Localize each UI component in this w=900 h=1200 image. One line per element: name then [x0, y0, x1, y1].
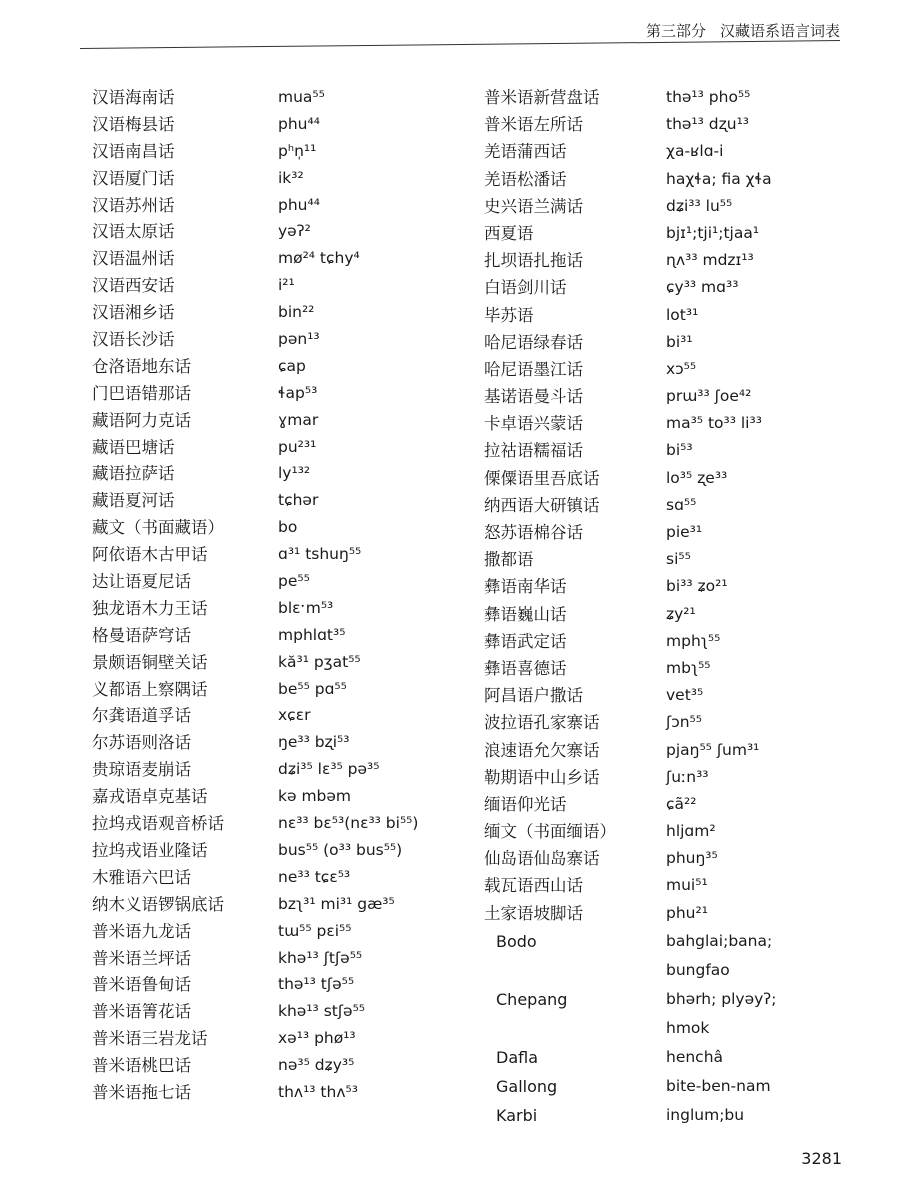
right-column-latin	[484, 927, 844, 1130]
language-name: 汉语海南话	[92, 88, 175, 107]
table-row	[92, 272, 462, 299]
language-name: 仓洛语地东话	[92, 356, 191, 376]
word-form: mui⁵¹	[666, 876, 708, 895]
language-name: 基诺语曼斗话	[484, 387, 583, 407]
language-name: Bodo	[496, 931, 537, 951]
table-row	[484, 220, 844, 247]
word-form: bi³¹	[666, 332, 693, 351]
word-form: dʑi³³ lu⁵⁵	[666, 196, 733, 215]
word-form: bus⁵⁵ (o³³ bus⁵⁵)	[278, 840, 403, 859]
table-row	[92, 407, 462, 434]
table-row	[92, 783, 462, 810]
word-form: thə¹³ tʃə⁵⁵	[278, 975, 355, 994]
table-row	[484, 845, 844, 872]
table-row	[484, 1043, 844, 1072]
word-form: ʃuːn³³	[666, 767, 709, 786]
word-form: i²¹	[278, 276, 295, 295]
word-form: bi³³ ʑo²¹	[666, 577, 728, 596]
language-name: 汉语湘乡话	[92, 303, 175, 323]
language-name: 藏语夏河话	[92, 491, 175, 511]
table-row	[92, 192, 462, 219]
language-name	[484, 956, 666, 985]
language-name: 汉语苏州话	[92, 195, 175, 215]
table-row	[484, 737, 844, 764]
language-name: Dafla	[496, 1047, 539, 1067]
language-name: 景颇语铜壁关话	[92, 652, 208, 672]
language-name: 撒都语	[484, 550, 534, 570]
left-column	[92, 84, 462, 1106]
language-name: 怒苏语棉谷话	[484, 523, 583, 542]
word-form: khə¹³ ʃtʃə⁵⁵	[278, 948, 363, 967]
table-row	[92, 971, 462, 998]
word-form: xə¹³ phø¹³	[278, 1029, 356, 1048]
word-form: pu²³¹	[278, 437, 317, 456]
table-row	[484, 709, 844, 736]
word-form: sɑ⁵⁵	[666, 495, 697, 514]
language-name: 拉坞戎语业隆话	[92, 840, 208, 860]
table-row	[484, 492, 844, 519]
word-form: bahglai;bana;	[666, 931, 773, 950]
word-form: bi⁵³	[666, 441, 693, 460]
table-row	[92, 891, 462, 918]
table-row	[484, 437, 844, 464]
language-name: 载瓦语西山话	[484, 876, 583, 896]
language-name: 仙岛语仙岛寨话	[484, 849, 600, 869]
language-name: 义都语上察隅话	[92, 679, 208, 699]
word-form: tɕhər	[278, 491, 319, 510]
word-form: kă³¹ pʒat⁵⁵	[278, 652, 361, 671]
language-name: Chepang	[496, 989, 568, 1009]
table-row	[92, 998, 462, 1025]
language-name: 汉语太原话	[92, 222, 175, 242]
word-form: ɕap	[278, 356, 306, 375]
word-form: tɯ⁵⁵ pɛi⁵⁵	[278, 921, 352, 940]
language-name: 史兴语兰满话	[484, 196, 583, 216]
table-row	[484, 1101, 844, 1130]
word-form: hljɑm²	[666, 822, 716, 841]
word-form: xɕɛr	[278, 706, 311, 725]
language-name: 纳木义语锣锅底话	[92, 894, 224, 914]
word-form: ŋe³³ bʐi⁵³	[278, 733, 350, 752]
table-row	[484, 573, 844, 600]
table-row	[484, 655, 844, 682]
language-name: 羌语松潘话	[484, 169, 567, 189]
language-name: 普米语三岩龙话	[92, 1029, 208, 1049]
word-form: prɯ³³ ʃoe⁴²	[666, 387, 752, 406]
table-row	[92, 837, 462, 864]
word-form: nə³⁵ dʑy³⁵	[278, 1056, 355, 1075]
word-form: pʰn̩¹¹	[278, 141, 317, 160]
language-name: 哈尼语墨江话	[484, 359, 583, 379]
table-row	[92, 111, 462, 138]
page-number: 3281	[801, 1149, 842, 1168]
page-header	[646, 20, 840, 41]
language-name: 普米语拖七话	[92, 1082, 191, 1102]
table-row	[484, 900, 844, 927]
table-row	[92, 676, 462, 703]
word-form: pən¹³	[278, 330, 320, 349]
word-form: nɛ³³ bɛ⁵³(nɛ³³ bi⁵⁵)	[278, 814, 419, 833]
word-form: bjɪ¹;tji¹;tjaa¹	[666, 223, 760, 242]
language-name: 拉祜语糯福话	[484, 441, 583, 461]
word-form: lo³⁵ ʐe³³	[666, 468, 728, 487]
language-name: 藏文（书面藏语）	[92, 518, 224, 538]
language-name: 彝语巍山话	[484, 604, 567, 624]
word-form: bite-ben-nam	[666, 1076, 771, 1095]
language-name: 拉坞戎语观音桥话	[92, 814, 224, 834]
header-title: 汉藏语系语言词表	[719, 22, 840, 40]
language-name	[484, 1014, 666, 1043]
language-name: 哈尼语绿春话	[484, 332, 583, 352]
language-name: 门巴语错那话	[92, 383, 191, 403]
word-form: bin²²	[278, 303, 315, 322]
word-form: thə¹³ pho⁵⁵	[666, 88, 751, 106]
word-form: dʑi³⁵ lɛ³⁵ pə³⁵	[278, 760, 380, 779]
table-row	[92, 568, 462, 595]
table-row	[92, 138, 462, 165]
table-row	[92, 1052, 462, 1079]
table-row	[484, 872, 844, 899]
word-form: phuŋ³⁵	[666, 849, 718, 868]
word-form: ɬap⁵³	[278, 383, 318, 402]
word-form: xɔ⁵⁵	[666, 359, 697, 378]
language-name: 普米语桃巴话	[92, 1056, 191, 1076]
language-name: 贵琼语麦崩话	[92, 760, 191, 780]
language-name: Karbi	[496, 1105, 538, 1125]
word-form: ne³³ tɕɛ⁵³	[278, 867, 351, 886]
table-row	[92, 299, 462, 326]
table-row	[484, 329, 844, 356]
table-row	[484, 546, 844, 573]
table-row	[92, 218, 462, 245]
table-row	[484, 383, 844, 410]
word-form: henchâ	[666, 1047, 724, 1066]
word-form: ɕy³³ mɑ³³	[666, 278, 739, 297]
right-column	[484, 84, 844, 1130]
table-row	[484, 302, 844, 329]
language-name: 尔龚语道孚话	[92, 706, 191, 726]
table-row	[92, 622, 462, 649]
language-name: 尔苏语则洛话	[92, 733, 191, 753]
table-row	[92, 649, 462, 676]
language-name: 汉语温州话	[92, 249, 175, 269]
table-row	[484, 84, 844, 111]
table-row	[484, 791, 844, 818]
language-name: 土家语坡脚话	[484, 903, 583, 923]
table-row	[92, 1079, 462, 1106]
table-row	[484, 519, 844, 546]
table-row	[92, 918, 462, 945]
table-row	[92, 1025, 462, 1052]
table-row	[484, 166, 844, 193]
table-row	[484, 138, 844, 165]
table-row	[484, 356, 844, 383]
word-form: mua⁵⁵	[278, 88, 325, 106]
word-form: inglum;bu	[666, 1105, 745, 1124]
word-form: pe⁵⁵	[278, 572, 310, 591]
word-form: thə¹³ dʐu¹³	[666, 115, 750, 134]
language-name: 普米语鲁甸话	[92, 975, 191, 995]
language-name: 普米语箐花话	[92, 1002, 191, 1022]
table-row	[92, 514, 462, 541]
language-name: 藏语阿力克话	[92, 410, 191, 430]
table-row	[92, 245, 462, 272]
word-form: pjaŋ⁵⁵ ʃum³¹	[666, 740, 760, 759]
table-row	[92, 460, 462, 487]
language-name: 独龙语木力王话	[92, 598, 208, 618]
word-form: mphlɑt³⁵	[278, 625, 346, 644]
table-row	[92, 945, 462, 972]
language-name: 羌语蒲西话	[484, 142, 567, 162]
word-form: bo	[278, 518, 298, 537]
language-name: 彝语武定话	[484, 631, 567, 651]
word-form: ɳʌ³³ mdzɪ¹³	[666, 251, 754, 270]
language-name: 普米语兰坪话	[92, 948, 191, 968]
word-form: ʃɔn⁵⁵	[666, 713, 702, 732]
table-row	[484, 111, 844, 138]
table-row	[92, 434, 462, 461]
language-name: 勒期语中山乡话	[484, 767, 600, 787]
table-row	[92, 541, 462, 568]
language-name: 纳西语大研镇话	[484, 495, 600, 515]
language-name: 格曼语萨穹话	[92, 625, 191, 645]
language-name: 达让语夏尼话	[92, 572, 191, 592]
header-rule	[80, 40, 840, 49]
word-form: ly¹³²	[278, 464, 311, 483]
word-form: kə mbəm	[278, 787, 352, 806]
table-row	[92, 810, 462, 837]
table-row	[484, 601, 844, 628]
word-form: χa-ʁlɑ-i	[666, 142, 724, 161]
table-row	[484, 628, 844, 655]
word-form: bhərh; plyəyʔ;	[666, 989, 777, 1008]
word-form: ʑy²¹	[666, 604, 696, 623]
table-row	[92, 595, 462, 622]
table-row	[484, 985, 844, 1014]
table-row	[92, 380, 462, 407]
word-form: haχɬa; fia χɬa	[666, 169, 772, 188]
language-name: 浪速语允欠寨话	[484, 740, 600, 760]
word-form: ma³⁵ to³³ li³³	[666, 414, 762, 433]
table-row	[92, 84, 462, 111]
word-form: si⁵⁵	[666, 550, 691, 569]
language-name: 缅文（书面缅语）	[484, 822, 616, 842]
table-row	[484, 764, 844, 791]
word-form: hmok	[666, 1018, 710, 1037]
language-name: 波拉语孔家寨话	[484, 713, 600, 733]
language-name: 彝语喜德话	[484, 658, 567, 678]
table-row	[92, 326, 462, 353]
table-row	[92, 702, 462, 729]
word-form: phu⁴⁴	[278, 114, 320, 133]
language-name: 汉语西安话	[92, 276, 175, 296]
word-form: blɛˑm⁵³	[278, 598, 334, 617]
language-name: 嘉戎语卓克基话	[92, 787, 208, 807]
word-form: thʌ¹³ thʌ⁵³	[278, 1082, 358, 1101]
table-row	[484, 818, 844, 845]
language-name: 彝语南华话	[484, 577, 567, 597]
language-name: 西夏语	[484, 223, 534, 243]
word-form: be⁵⁵ pɑ⁵⁵	[278, 679, 347, 698]
word-form: mø²⁴ tɕhy⁴	[278, 249, 360, 268]
word-form: vet³⁵	[666, 686, 704, 705]
table-row	[484, 956, 844, 985]
language-name: 傈僳语里吾底话	[484, 468, 600, 488]
table-row	[484, 247, 844, 274]
word-form: mphʅ⁵⁵	[666, 631, 721, 650]
word-form: phu⁴⁴	[278, 195, 320, 214]
language-name: Gallong	[496, 1076, 558, 1096]
language-name: 阿依语木古甲话	[92, 545, 208, 565]
word-form: phu²¹	[666, 903, 708, 922]
table-row	[484, 682, 844, 709]
word-form: ɑ³¹ tshuŋ⁵⁵	[278, 545, 362, 564]
language-name: 扎坝语扎拖话	[484, 251, 583, 271]
word-form: ɣmar	[278, 410, 319, 429]
language-name: 汉语厦门话	[92, 168, 175, 188]
table-row	[484, 1014, 844, 1043]
table-row	[92, 756, 462, 783]
language-name: 普米语九龙话	[92, 921, 191, 941]
word-form: bzʅ³¹ mi³¹ gæ³⁵	[278, 894, 395, 913]
table-row	[484, 274, 844, 301]
language-name: 缅语仰光话	[484, 794, 567, 814]
right-column-chinese	[484, 84, 844, 927]
language-name: 阿昌语户撒话	[484, 686, 583, 706]
table-row	[92, 729, 462, 756]
language-name: 藏语巴塘话	[92, 437, 175, 457]
word-form: pie³¹	[666, 523, 703, 541]
language-name: 汉语南昌话	[92, 141, 175, 161]
table-row	[92, 487, 462, 514]
language-name: 藏语拉萨话	[92, 464, 175, 484]
word-form: mbʅ⁵⁵	[666, 658, 711, 677]
word-form: ɕã²²	[666, 794, 697, 813]
table-row	[484, 927, 844, 956]
language-name: 白语剑川话	[484, 278, 567, 298]
table-row	[92, 864, 462, 891]
table-row	[484, 1072, 844, 1101]
language-name: 毕苏语	[484, 305, 534, 325]
language-name: 普米语新营盘话	[484, 88, 600, 107]
header-part: 第三部分	[645, 22, 706, 40]
word-form: bungfao	[666, 960, 730, 979]
language-name: 木雅语六巴话	[92, 867, 191, 887]
language-name: 汉语梅县话	[92, 114, 175, 134]
word-form: yəʔ²	[278, 222, 311, 241]
word-form: khə¹³ stʃə⁵⁵	[278, 1002, 366, 1021]
language-name: 普米语左所话	[484, 115, 583, 135]
table-row	[484, 410, 844, 437]
word-form: lot³¹	[666, 305, 699, 324]
table-row	[92, 165, 462, 192]
table-row	[484, 465, 844, 492]
word-form: ik³²	[278, 168, 304, 187]
language-name: 汉语长沙话	[92, 330, 175, 350]
table-row	[484, 193, 844, 220]
table-row	[92, 353, 462, 380]
language-name: 卡卓语兴蒙话	[484, 414, 583, 434]
